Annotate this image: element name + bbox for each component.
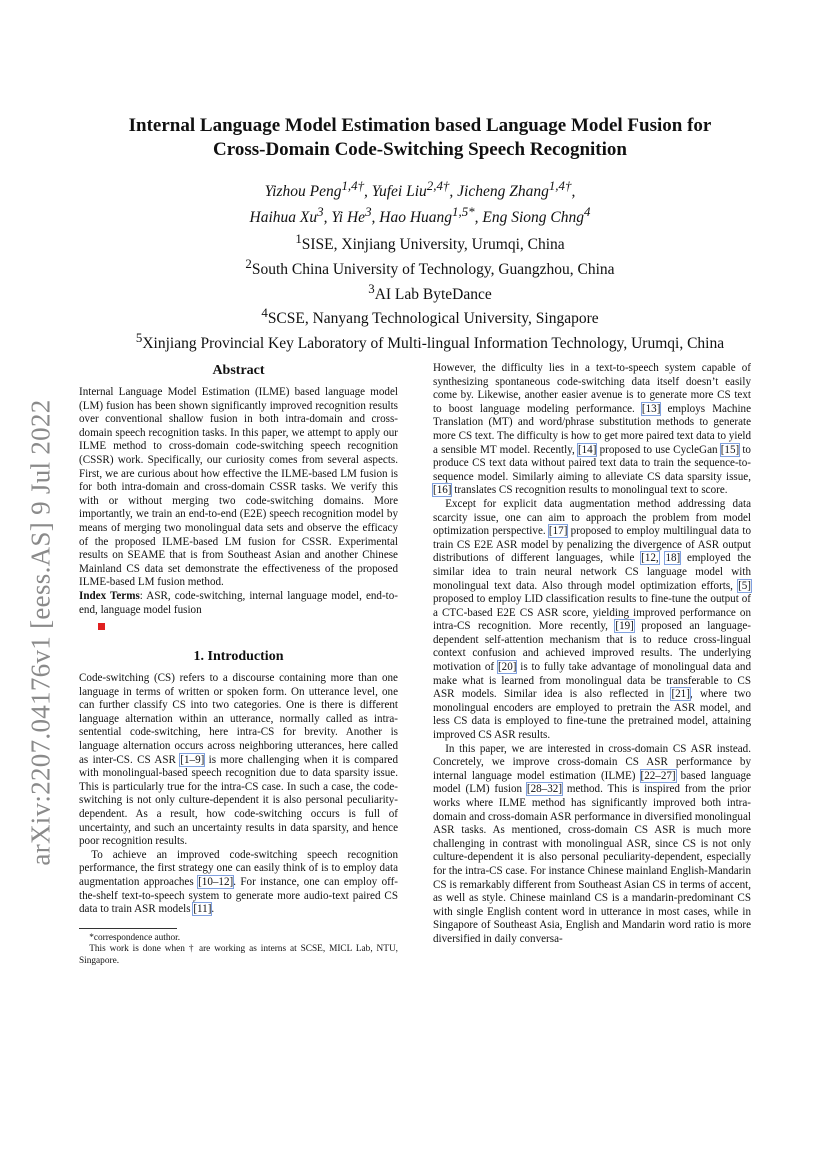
title-line-2: Cross-Domain Code-Switching Speech Recognition [213,139,627,160]
citation-link[interactable]: [5] [738,579,751,592]
affiliation-superscript: 5 [135,330,143,345]
affiliation-superscript: 2,4† [426,178,450,193]
citation-link[interactable]: [17] [548,525,568,538]
affiliation-3: $^3$AI Lab ByteDance [368,280,492,303]
affiliation-superscript: 4 [584,204,591,220]
footnote-interns: This work is done when † are working as interns at SCSE, MICL Lab, NTU, Singapore. [79,944,398,966]
citation-link[interactable]: [11] [193,903,212,916]
authors-line-2: Haihua Xu$^3$, Yi He$^3$, Hao Huang$^{1,5*}$, Eng Siong Chng$^4$ [249,204,591,227]
title-line-1: Internal Language Model Estimation based Language Model Fusion for [128,115,712,136]
intro-paragraph-1: Code-switching (CS) refers to a discourse containing more than one language in terms of written or spoken form. On utterance level, one can further classify CS into two categories. One is there is different language alternation within an utterance, normally called as intra-sentential code-switching, here intra-CS for brevity. Another is language alternation occurs across neighboring utterances, here called as inter-CS. CS ASR [1–9] is more challenging when it is compared with monolingual-based speech recognition due to data sparsity issue. This is particularly true for the intra-CS case. In such a case, the code-switching is not only culture-dependent it is also personal peculiarity-dependent. As a result, how code-switching occurs is full of uncertainty, and such an uncertainty results in data sparsity, and hence poor recognition results. [79,672,398,848]
footnote-divider [79,928,177,929]
citation-link[interactable]: [20] [497,661,517,674]
footnotes [79,933,398,967]
affiliation-superscript: 3 [317,204,324,220]
citation-link[interactable]: [15] [720,443,740,456]
affiliation-superscript: 1,5* [452,204,475,220]
affiliation-superscript: 1 [295,231,302,246]
affiliation-5: $^5$Xinjiang Provincial Key Laboratory of Multi-lingual Information Technology, Urumqi, China [135,330,725,353]
index-terms-text: : ASR, code-switching, internal language model, end-to-end, language model fusion [79,589,398,616]
author-list [90,176,750,228]
abstract-heading: Abstract [212,363,265,378]
affiliation-superscript: 3 [368,280,375,296]
authors-line-1: Yizhou Peng$^{1,4\dagger}$, Yufei Liu$^{2,4\dagger}$, Jicheng Zhang$^{1,4\dagger}$, [264,178,576,201]
footnote-correspondence: *correspondence author. [89,932,181,943]
affiliation-2: $^2$South China University of Technology, Guangzhou, China [245,255,615,278]
arxiv-side-stamp [14,372,68,892]
citation-link[interactable]: [13] [641,402,661,415]
citation-link[interactable]: [21] [671,688,690,701]
affiliation-superscript: 3 [365,204,372,220]
arxiv-identifier: arXiv:2207.04176v1 [eess.AS] 9 Jul 2022 [25,398,56,866]
footnote-marker-icon[interactable] [98,623,105,630]
affiliation-superscript: 1,4† [548,178,572,193]
affiliation-4: $^4$SCSE, Nanyang Technological University, Singapore [261,305,599,328]
left-column [79,362,398,967]
citation-link[interactable]: [19] [615,620,634,633]
intro-paragraph-2: To achieve an improved code-switching speech recognition performance, the first strategy one can easily think of is to employ data augmentation approaches [10–12]. For instance, one can employ off-the-shelf text-to-speech system to generate more audio-text paired CS data to train ASR models [11]. [79,848,398,916]
citation-link[interactable]: 18] [665,552,681,565]
citation-link[interactable]: [28–32] [526,783,563,796]
affiliation-list [60,230,800,354]
introduction-heading: 1. Introduction [193,649,284,665]
citation-link[interactable]: [10–12] [198,876,234,888]
citation-link[interactable]: [1–9] [180,753,205,766]
right-paragraph-3: In this paper, we are interested in cross-domain CS ASR instead. Concretely, we improve cross-domain CS ASR performance by internal language model estimation (ILME) [22–27] based language model (LM) fusion [28–32] method. This is inspired from the prior works where ILME method has significantly improved both intra-domain and cross-domain ASR performance in diversified monolingual ASR tasks. As mentioned, cross-domain CS ASR is much more challenging in contrast with monolingual ASR, since CS is not only culture-dependent it is also personal peculiarity-dependent, especially for the intra-CS case. For instance Chinese mainland English-Mandarin CS is remarkably different from Southeast Asian CS in terms of accent, as well as style. Chinese mainland CS is a mandarin-predominant CS with single English content word in utterance in most cases, while in Singapore of Southeast Asia, English and Mandarin word ratio is more diversified in daily conversa- [433,742,751,945]
right-paragraph-1: However, the difficulty lies in a text-to-speech system capable of synthesizing spontaneous code-switching data itself doesn’t easily come by. Likewise, another easier avenue is to generate more CS text to boost language modeling performance. [13] employs Machine Translation (MT) and word/phrase substitution methods to generate more CS text. The difficulty is how to get more paired text data to yield a sensible MT model. Recently, [14] proposed to use CycleGan [15] to produce CS text data without paired text data to train the sequence-to-sequence model. Similarly aiming to alleviate CS data sparsity issue, [16] translates CS recognition results to monolingual text to score. [433,362,752,497]
citation-link[interactable]: [14] [577,443,597,456]
affiliation-1: $^1$SISE, Xinjiang University, Urumqi, China [295,231,565,254]
right-paragraph-2: Except for explicit data augmentation method addressing data scarcity issue, one can aim to approach the problem from model optimization perspective. [17] proposed to employ multilingual data to train CS E2E ASR model by penalizing the divergence of ASR output distributions of different languages, while [12, 18] employed the similar idea to train neural network CS language model with monolingual text data. Also through model optimization efforts, [5] proposed to employ LID classification results to fine-tune the output of a CTC-based E2E CS ASR score, yielding improved performance on intra-CS recognition. More recently, [19] proposed an language-dependent self-attention mechanism that is to reduce cross-lingual context confusion and achieved improved results. The underlying motivation of [20] is to fully take advantage of monolingual data and make what is learned from monolingual data be transferable to CS ASR models. Similar idea is also reflected in [21], where two monolingual encoders are employed to pretrain the ASR model, and less CS data is employed to fine-tune the pretrained model, attaining improved CS ASR results. [433,497,752,742]
citation-link[interactable]: [22–27] [640,769,676,782]
affiliation-superscript: 1,4† [341,178,365,193]
citation-link[interactable]: [16] [433,484,452,497]
affiliation-superscript: 2 [245,255,252,271]
citation-link[interactable]: [12, [641,552,659,565]
right-column [433,362,751,947]
index-terms-label: Index Terms [79,589,140,602]
affiliation-superscript: 4 [261,305,268,321]
abstract-text: Internal Language Model Estimation (ILME) based language model (LM) fusion has been shown significantly improved recognition results over conventional shallow fusion in both intra-domain and cross-domain speech recognition tasks. In this paper, we attempt to apply our ILME method to cross-domain code-switching speech recognition (CSSR) work. Specifically, our curiosity comes from several aspects. First, we are curious about how effective the ILME-based LM fusion is for both intra-domain and cross-domain CSSR tasks. We verify this with or without merging two code-switching domains. More importantly, we train an end-to-end (E2E) speech recognition model by means of merging two monolingual data sets and observe the efficacy of the proposed ILME-based LM fusion for CSSR. Experimental results on SEAME that is from Southeast Asian and another Chinese Mainland CS data set demonstrate the effectiveness of the proposed ILME-based LM fusion method. [79,386,398,589]
paper-title [90,114,750,162]
index-terms [79,590,398,617]
